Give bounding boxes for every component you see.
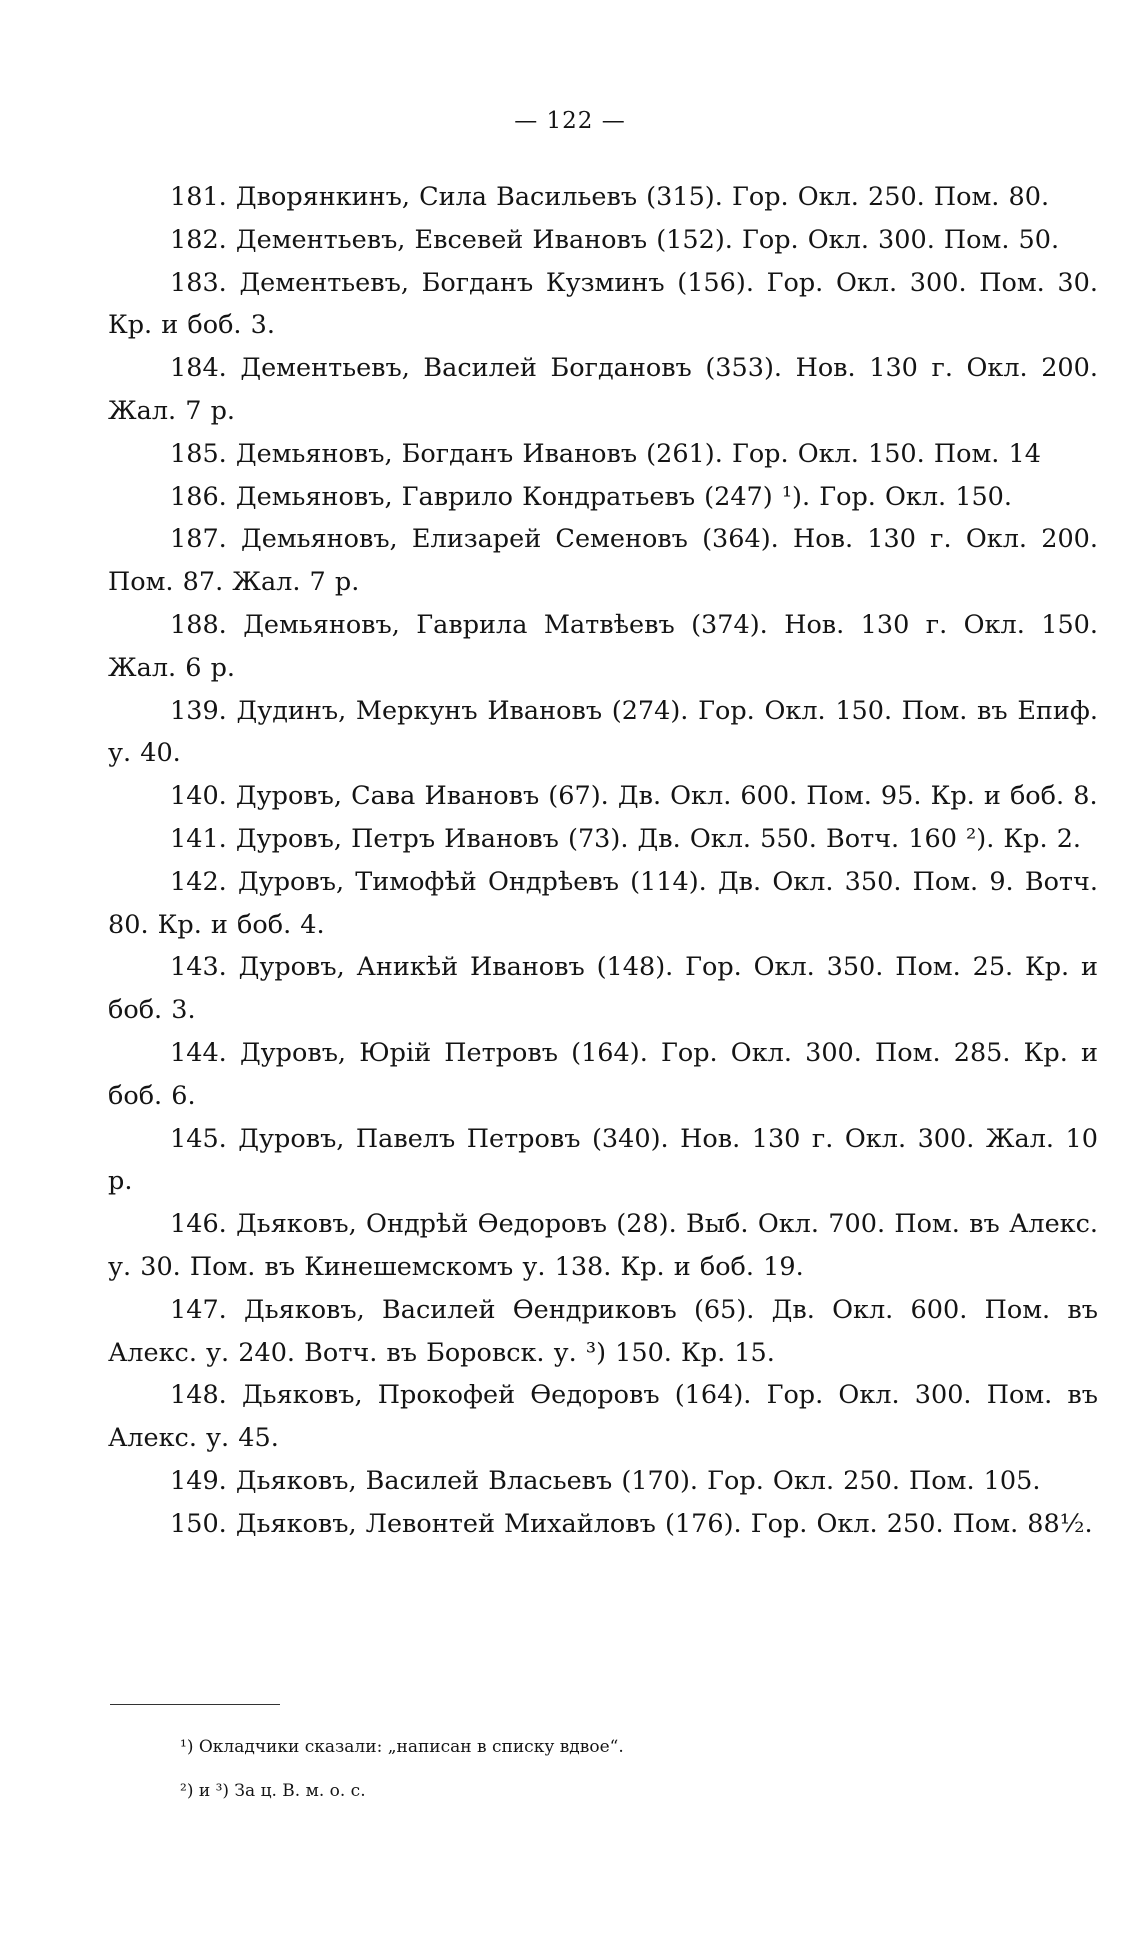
entry-143: 143. Дуровъ, Аникѣй Ивановъ (148). Гор. Окл. 350. Пом. 25. Кр. и боб. 3. (108, 952, 1098, 1026)
entry-145: 145. Дуровъ, Павелъ Петровъ (340). Нов. 130 г. Окл. 300. Жал. 10 р. (108, 1123, 1098, 1197)
footnotes (180, 1725, 1040, 1813)
footnote-1: ¹) Окладчики сказали: „написан в списку вдвое“. (180, 1737, 624, 1757)
entry-139: 139. Дудинъ, Меркунъ Ивановъ (274). Гор. Окл. 150. Пом. въ Епиф. у. 40. (108, 695, 1098, 769)
entry-186: 186. Демьяновъ, Гаврило Кондратьевъ (247) ¹). Гор. Окл. 150. (170, 481, 1013, 512)
entry-142: 142. Дуровъ, Тимофѣй Ондрѣевъ (114). Дв. Окл. 350. Пом. 9. Вотч. 80. Кр. и боб. 4. (108, 866, 1098, 940)
entry-182: 182. Дементьевъ, Евсевей Ивановъ (152). Гор. Окл. 300. Пом. 50. (170, 224, 1060, 255)
entry-181: 181. Дворянкинъ, Сила Васильевъ (315). Гор. Окл. 250. Пом. 80. (170, 182, 1050, 212)
entry-185: 185. Демьяновъ, Богданъ Ивановъ (261). Гор. Окл. 150. Пом. 14 (170, 438, 1041, 469)
footnote-2-3: ²) и ³) За ц. В. м. о. с. (180, 1781, 366, 1801)
entry-184: 184. Дементьевъ, Василей Богдановъ (353). Нов. 130 г. Окл. 200. Жал. 7 р. (108, 353, 1098, 426)
entry-144: 144. Дуровъ, Юрій Петровъ (164). Гор. Окл. 300. Пом. 285. Кр. и боб. 6. (108, 1037, 1098, 1111)
entry-148: 148. Дьяковъ, Прокофей Ѳедоровъ (164). Гор. Окл. 300. Пом. въ Алекс. у. 45. (108, 1380, 1098, 1454)
entry-150: 150. Дьяковъ, Левонтей Михайловъ (176). Гор. Окл. 250. Пом. 88½. (170, 1508, 1093, 1539)
entries-list (108, 176, 1098, 1546)
page-number: — 122 — (514, 108, 626, 134)
footnote-divider (110, 1704, 280, 1705)
entry-149: 149. Дьяковъ, Василей Власьевъ (170). Гор. Окл. 250. Пом. 105. (170, 1465, 1041, 1496)
entry-147: 147. Дьяковъ, Василей Ѳендриковъ (65). Дв. Окл. 600. Пом. въ Алекс. у. 240. Вотч. въ Боровск. у. ³) 150. Кр. 15. (108, 1294, 1098, 1368)
entry-187: 187. Демьяновъ, Елизарей Семеновъ (364). Нов. 130 г. Окл. 200. Пом. 87. Жал. 7 р. (108, 524, 1098, 598)
entry-140: 140. Дуровъ, Сава Ивановъ (67). Дв. Окл. 600. Пом. 95. Кр. и боб. 8. (170, 781, 1098, 812)
entry-146: 146. Дьяковъ, Ондрѣй Ѳедоровъ (28). Выб. Окл. 700. Пом. въ Алекс. у. 30. Пом. въ Кинешемскомъ у. 138. Кр. и боб. 19. (108, 1209, 1098, 1282)
entry-183: 183. Дементьевъ, Богданъ Кузминъ (156). Гор. Окл. 300. Пом. 30. Кр. и боб. 3. (108, 267, 1098, 341)
entry-188: 188. Демьяновъ, Гаврила Матвѣевъ (374). Нов. 130 г. Окл. 150. Жал. 6 р. (108, 609, 1098, 683)
entry-141: 141. Дуровъ, Петръ Ивановъ (73). Дв. Окл. 550. Вотч. 160 ²). Кр. 2. (170, 823, 1082, 854)
